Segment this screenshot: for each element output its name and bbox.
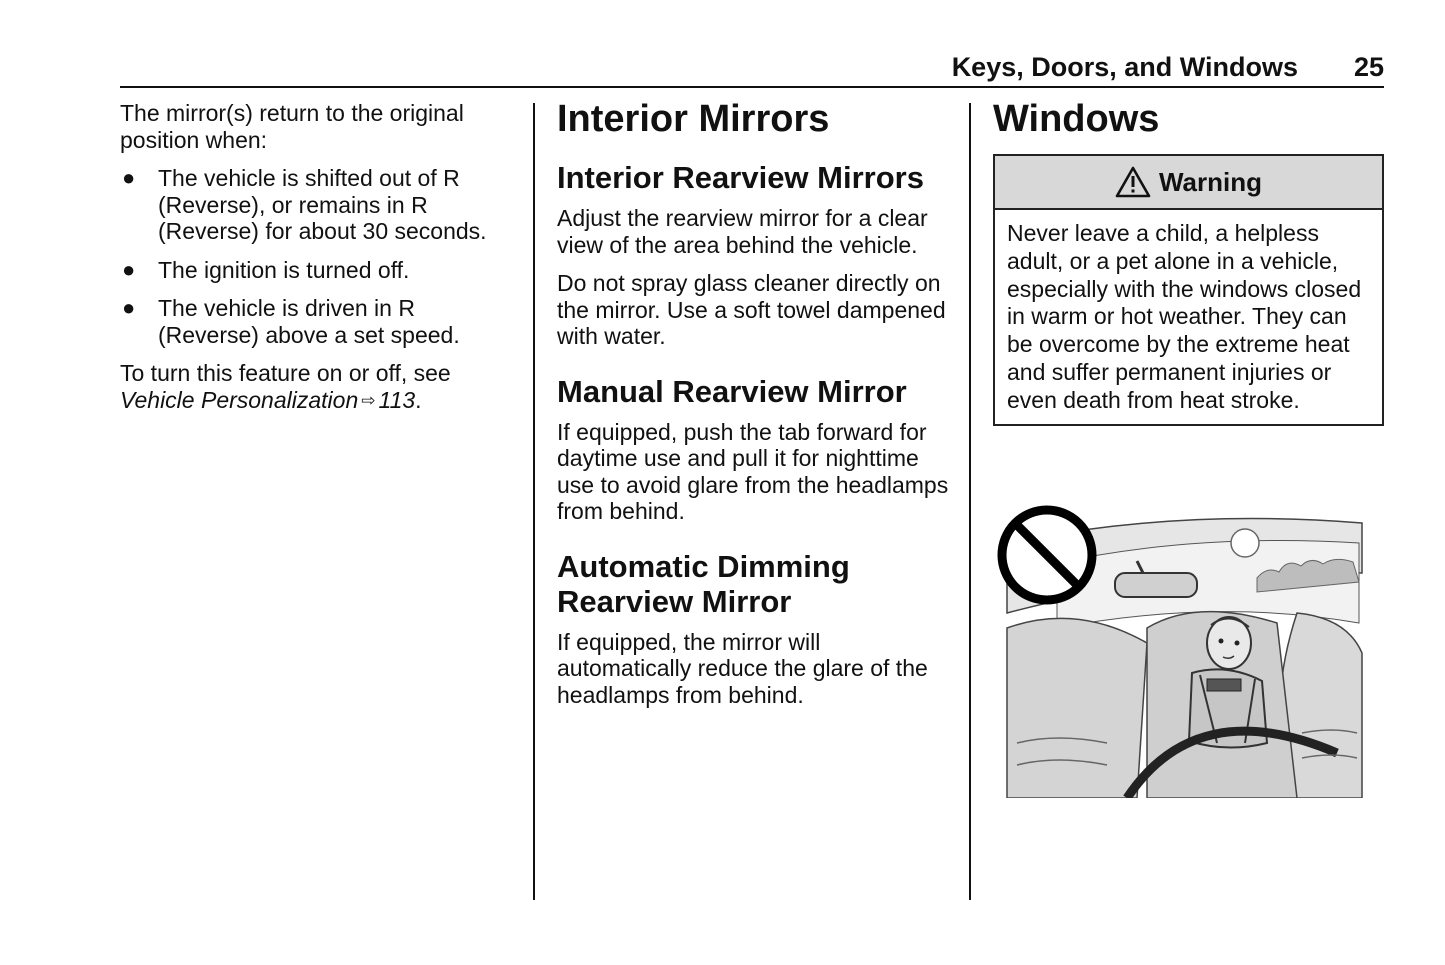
list-item: ● The ignition is turned off. (122, 256, 410, 283)
column-left (120, 100, 515, 426)
intro-paragraph: The mirror(s) return to the original position when: (120, 100, 464, 153)
reference-link[interactable]: Vehicle Personalization ⇨ 113 (120, 386, 416, 413)
interior-mirrors-title: Interior Mirrors (557, 98, 830, 140)
bullet-dot: ● (122, 165, 136, 190)
column-middle (557, 100, 957, 720)
outro-paragraph: To turn this feature on or off, see Vehicle Personalization ⇨ 113. (120, 360, 451, 413)
paragraph: If equipped, push the tab forward for daytime use and pull it for nighttime use to avoid glare from the headlamps from behind. (557, 418, 949, 524)
page-number: 25 (1353, 52, 1384, 82)
bullet-dot: ● (122, 256, 136, 282)
child-in-car-illustration (997, 503, 1365, 798)
list-item: ● The vehicle is shifted out of R (Reverse), or remains in R (Reverse) for about 30 seconds. (122, 165, 487, 244)
warning-header (995, 156, 1382, 210)
bullet-dot: ● (122, 295, 136, 320)
list-item: ● The vehicle is driven in R (Reverse) above a set speed. (122, 295, 460, 348)
column-right (993, 100, 1384, 426)
warning-label: Warning (1158, 166, 1263, 197)
warning-box (993, 154, 1384, 426)
paragraph: If equipped, the mirror will automatically reduce the glare of the headlamps from behind. (557, 628, 928, 708)
bullet-list (120, 165, 515, 348)
prohibition-icon (1002, 510, 1092, 600)
column-divider-2 (969, 103, 971, 900)
auto-dimming-heading: Automatic Dimming Rearview Mirror (557, 548, 850, 619)
warning-text: Never leave a child, a helpless adult, or a pet alone in a vehicle, especially with the windows closed in warm or hot weather. They can be overcome by the extreme heat and suffer permanent injuries or even death from heat stroke. (1007, 220, 1362, 413)
page-header (120, 52, 1384, 88)
windows-title: Windows (993, 98, 1160, 140)
manual-rearview-heading: Manual Rearview Mirror (557, 373, 907, 409)
section-title: Keys, Doors, and Windows (951, 52, 1298, 82)
paragraph: Adjust the rearview mirror for a clear view of the area behind the vehicle. (557, 205, 928, 258)
interior-rearview-heading: Interior Rearview Mirrors (557, 160, 924, 195)
reference-arrow-icon: ⇨ (361, 390, 376, 410)
column-divider-1 (533, 103, 535, 900)
warning-triangle-icon (1115, 166, 1151, 198)
paragraph: Do not spray glass cleaner directly on the mirror. Use a soft towel dampened with water. (557, 270, 946, 349)
